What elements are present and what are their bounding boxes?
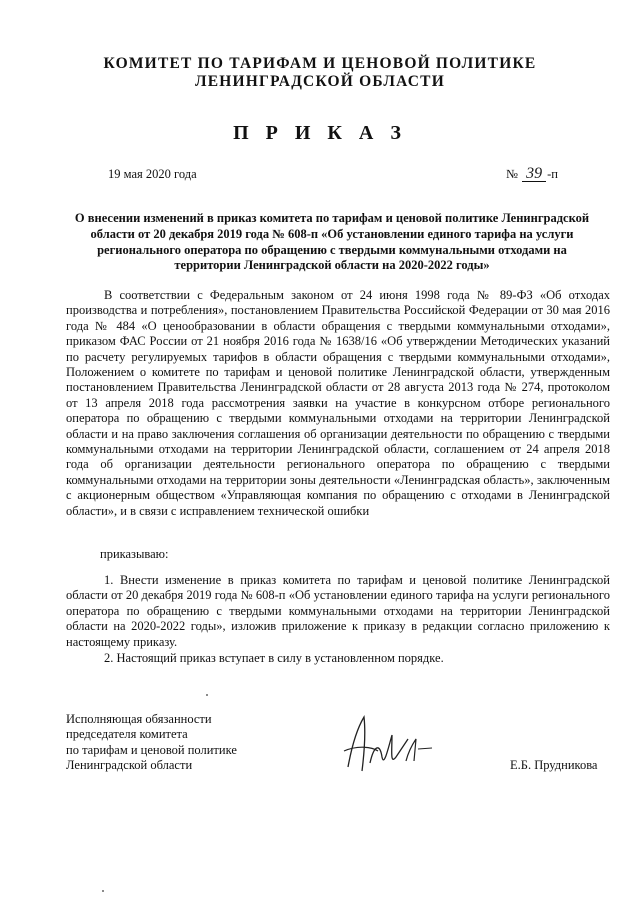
- handwritten-number: 39: [522, 167, 546, 182]
- number-sign: №: [506, 167, 518, 181]
- signatory-position-line2: председателя комитета: [66, 727, 188, 742]
- committee-name-line2: ЛЕНИНГРАДСКОЙ ОБЛАСТИ: [195, 73, 445, 90]
- order-subject: О внесении изменений в приказ комитета по тарифам и ценовой политике Ленинградской области от 20 декабря 2019 года № 608-п «Об установлении единого тарифа на услуги регионального оператора по обращению с твердыми коммунальными отходами на территории Ленинградской области на 2020-2022 годы»: [74, 211, 590, 273]
- committee-name-line1: КОМИТЕТ ПО ТАРИФАМ И ЦЕНОВОЙ ПОЛИТИКЕ: [103, 55, 537, 72]
- order-item-2: 2. Настоящий приказ вступает в силу в установленном порядке.: [104, 651, 444, 665]
- signatory-position-line1: Исполняющая обязанности: [66, 712, 212, 726]
- signatory-position: [66, 712, 237, 774]
- signatory-position-line4: Ленинградской области: [66, 758, 193, 773]
- document-date: 19 мая 2020 года: [108, 167, 197, 181]
- handwritten-signature: [318, 705, 438, 785]
- scan-speck: [102, 890, 104, 892]
- preamble-paragraph: В соответствии с Федеральным законом от 24 июня 1998 года № 89-ФЗ «Об отходах производства и потребления», постановлением Правительства Российской Федерации от 30 мая 2016 года № 484 «О ценообразовании в области обращения с твердыми коммунальными отходами», приказом ФАС России от 21 ноября 2016 года № 1638/16 «Об утверждении Методических указаний по расчету регулируемых тарифов в области обращения с твердыми коммунальными отходами», Положением о комитете по тарифам и ценовой политике Ленинградской области, утвержденным постановлением Правительства Ленинградской области от 28 августа 2013 года № 274, протоколом от 13 апреля 2018 года рассмотрения заявки на участие в конкурсном отборе регионального оператора по обращению с твердыми коммунальными отходами на территории Ленинградской области и на право заключения соглашения об организации деятельности по обращению с твердыми коммунальными отходами на территории Ленинградской области, соглашением от 24 апреля 2018 года об организации деятельности регионального оператора по обращению с твердыми коммунальными отходами на территории зоны деятельности «Ленинградская область», заключенным с акционерным обществом «Управляющая компания по обращению с отходами в Ленинградской области», и в связи с исправлением технической ошибки: [66, 288, 610, 518]
- signer-name: Е.Б. Прудникова: [510, 758, 598, 772]
- document-type-title: П Р И К А З: [233, 122, 407, 144]
- document-number: [506, 167, 558, 182]
- order-word: приказываю:: [100, 547, 169, 561]
- number-suffix: -п: [547, 167, 558, 181]
- order-item-1: 1. Внести изменение в приказ комитета по тарифам и ценовой политике Ленинградской области от 20 декабря 2019 года № 608-п «Об установлении единого тарифа на услуги регионального оператора по обращению с твердыми коммунальными отходами на территории Ленинградской области на 2020-2022 годы», изложив приложение к приказу в редакции согласно приложению к настоящему приказу.: [66, 573, 610, 649]
- signatory-position-line3: по тарифам и ценовой политике: [66, 742, 237, 757]
- scan-speck: [206, 694, 208, 696]
